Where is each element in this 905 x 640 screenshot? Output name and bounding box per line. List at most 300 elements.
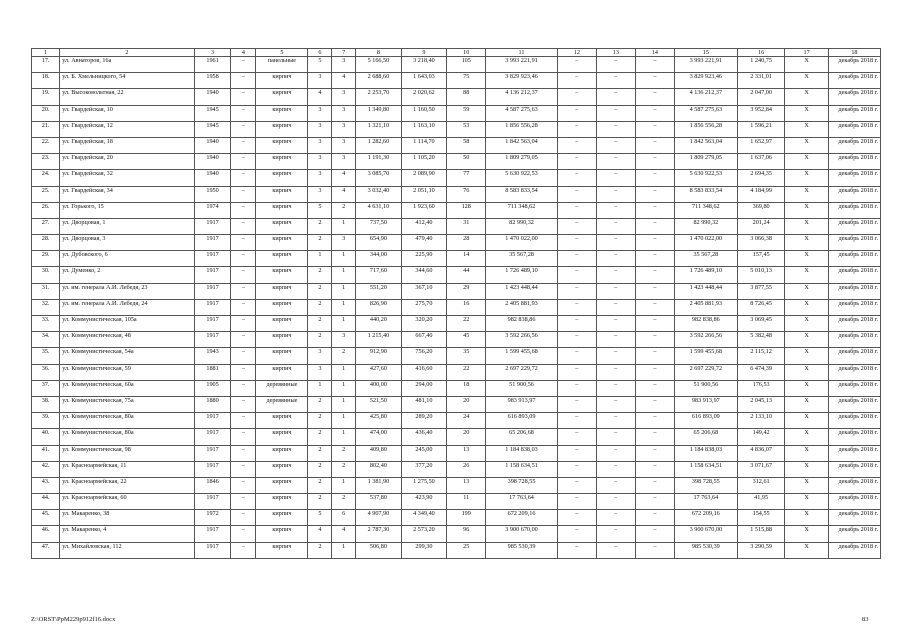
- cell-floors: 3: [308, 186, 332, 202]
- cell-living-area: 2 089,90: [401, 170, 447, 186]
- cell-cost-owners: 1 842 563,04: [674, 137, 737, 153]
- cell-cost-local: –: [635, 413, 674, 429]
- cell-wall-material: кирпич: [256, 510, 308, 526]
- cell-cost-region: –: [596, 137, 635, 153]
- cell-residents: 75: [447, 73, 486, 89]
- cell-year-built: 1950: [194, 186, 231, 202]
- cell-cost-region: –: [596, 461, 635, 477]
- cell-entrances: 2: [332, 445, 356, 461]
- cell-wall-material: кирпич: [256, 218, 308, 234]
- cell-year-reconstructed: –: [231, 105, 256, 121]
- cell-row-number: 26.: [32, 202, 60, 218]
- cell-cost-local: –: [635, 510, 674, 526]
- cell-floors: 2: [308, 396, 332, 412]
- cell-total-cost: 1 726 489,10: [486, 267, 558, 283]
- table-row: [32, 494, 881, 510]
- cell-cost-fund: –: [557, 510, 596, 526]
- cell-year-reconstructed: –: [231, 218, 256, 234]
- cell-cost-local: –: [635, 218, 674, 234]
- cell-floors: 2: [308, 494, 332, 510]
- table-row: [32, 380, 881, 396]
- register-table: [31, 48, 881, 559]
- cell-cost-owners: 4 587 275,63: [674, 105, 737, 121]
- cell-cost-owners: 5 630 922,53: [674, 170, 737, 186]
- cell-total-area: 4 631,10: [356, 202, 402, 218]
- cell-living-area: 367,10: [401, 283, 447, 299]
- cell-year-reconstructed: –: [231, 510, 256, 526]
- cell-floors: 3: [308, 154, 332, 170]
- cell-cost-per-sqm: 3 952,84: [737, 105, 785, 121]
- cell-cost-per-sqm: 5 382,48: [737, 332, 785, 348]
- cell-method: X: [785, 396, 828, 412]
- cell-year-built: 1940: [194, 89, 231, 105]
- cell-cost-local: –: [635, 526, 674, 542]
- cell-cost-fund: –: [557, 477, 596, 493]
- cell-completion-date: декабрь 2018 г.: [828, 316, 880, 332]
- cell-residents: 45: [447, 332, 486, 348]
- cell-entrances: 1: [332, 380, 356, 396]
- cell-floors: 5: [308, 202, 332, 218]
- cell-year-reconstructed: –: [231, 137, 256, 153]
- cell-cost-local: –: [635, 542, 674, 558]
- cell-row-number: 24.: [32, 170, 60, 186]
- cell-total-cost: 65 206,68: [486, 429, 558, 445]
- cell-total-area: 1 349,80: [356, 105, 402, 121]
- cell-total-area: 521,50: [356, 396, 402, 412]
- cell-row-number: 34.: [32, 332, 60, 348]
- cell-cost-fund: –: [557, 526, 596, 542]
- cell-total-cost: 17 763,64: [486, 494, 558, 510]
- page-number: 83: [862, 616, 869, 623]
- cell-entrances: 1: [332, 429, 356, 445]
- cell-row-number: 40.: [32, 429, 60, 445]
- table-row: [32, 235, 881, 251]
- cell-method: X: [785, 154, 828, 170]
- cell-year-reconstructed: –: [231, 477, 256, 493]
- cell-total-area: 717,60: [356, 267, 402, 283]
- table-row: [32, 364, 881, 380]
- cell-cost-per-sqm: 176,53: [737, 380, 785, 396]
- cell-cost-per-sqm: 369,80: [737, 202, 785, 218]
- cell-year-reconstructed: –: [231, 429, 256, 445]
- cell-row-number: 25.: [32, 186, 60, 202]
- cell-cost-local: –: [635, 73, 674, 89]
- cell-cost-local: –: [635, 332, 674, 348]
- cell-cost-owners: 3 993 221,91: [674, 57, 737, 73]
- cell-year-reconstructed: –: [231, 526, 256, 542]
- cell-living-area: 416,60: [401, 364, 447, 380]
- cell-completion-date: декабрь 2018 г.: [828, 137, 880, 153]
- cell-entrances: 4: [332, 170, 356, 186]
- cell-row-number: 37.: [32, 380, 60, 396]
- footer-file-path: Z:\ORST\PpM229p912f16.docx: [31, 616, 116, 623]
- cell-cost-owners: 4 136 212,37: [674, 89, 737, 105]
- cell-residents: 59: [447, 105, 486, 121]
- cell-cost-fund: –: [557, 413, 596, 429]
- cell-floors: 3: [308, 137, 332, 153]
- cell-entrances: 1: [332, 218, 356, 234]
- cell-cost-region: –: [596, 170, 635, 186]
- cell-row-number: 18.: [32, 73, 60, 89]
- header-cell-living-area: 9: [401, 49, 447, 57]
- cell-method: X: [785, 477, 828, 493]
- cell-cost-region: –: [596, 445, 635, 461]
- cell-cost-owners: 8 583 833,54: [674, 186, 737, 202]
- cell-entrances: 1: [332, 413, 356, 429]
- table-row: [32, 461, 881, 477]
- cell-year-reconstructed: –: [231, 461, 256, 477]
- cell-cost-region: –: [596, 154, 635, 170]
- cell-entrances: 2: [332, 461, 356, 477]
- table-row: [32, 445, 881, 461]
- cell-total-cost: 982 838,86: [486, 316, 558, 332]
- cell-wall-material: кирпич: [256, 154, 308, 170]
- cell-cost-owners: 982 838,86: [674, 316, 737, 332]
- cell-year-built: 1917: [194, 542, 231, 558]
- cell-floors: 2: [308, 477, 332, 493]
- cell-total-area: 506,80: [356, 542, 402, 558]
- cell-address: ул. Коммунистическая, 98: [60, 445, 194, 461]
- cell-cost-fund: –: [557, 380, 596, 396]
- cell-entrances: 1: [332, 251, 356, 267]
- cell-method: X: [785, 526, 828, 542]
- cell-method: X: [785, 348, 828, 364]
- table-row: [32, 105, 881, 121]
- table-row: [32, 413, 881, 429]
- cell-cost-per-sqm: 312,61: [737, 477, 785, 493]
- cell-entrances: 2: [332, 348, 356, 364]
- cell-year-built: 1905: [194, 380, 231, 396]
- cell-cost-local: –: [635, 299, 674, 315]
- cell-cost-per-sqm: 3 290,59: [737, 542, 785, 558]
- table-row: [32, 202, 881, 218]
- cell-wall-material: кирпич: [256, 332, 308, 348]
- header-cell-total-cost: 11: [486, 49, 558, 57]
- cell-year-built: 1972: [194, 510, 231, 526]
- cell-row-number: 39.: [32, 413, 60, 429]
- cell-method: X: [785, 429, 828, 445]
- cell-wall-material: кирпич: [256, 364, 308, 380]
- cell-cost-per-sqm: 154,55: [737, 510, 785, 526]
- cell-total-cost: 51 900,56: [486, 380, 558, 396]
- cell-method: X: [785, 364, 828, 380]
- table-row: [32, 218, 881, 234]
- cell-completion-date: декабрь 2018 г.: [828, 57, 880, 73]
- cell-cost-local: –: [635, 186, 674, 202]
- cell-wall-material: кирпич: [256, 105, 308, 121]
- cell-entrances: 4: [332, 73, 356, 89]
- cell-method: X: [785, 73, 828, 89]
- cell-row-number: 30.: [32, 267, 60, 283]
- cell-total-cost: 4 136 212,37: [486, 89, 558, 105]
- cell-cost-fund: –: [557, 396, 596, 412]
- cell-address: ул. Михайловская, 112: [60, 542, 194, 558]
- cell-entrances: 3: [332, 89, 356, 105]
- cell-residents: 58: [447, 137, 486, 153]
- cell-residents: 96: [447, 526, 486, 542]
- cell-cost-region: –: [596, 299, 635, 315]
- cell-floors: 2: [308, 429, 332, 445]
- cell-total-cost: 1 842 563,04: [486, 137, 558, 153]
- cell-living-area: 225,90: [401, 251, 447, 267]
- cell-year-reconstructed: –: [231, 202, 256, 218]
- table-row: [32, 251, 881, 267]
- cell-year-built: 1958: [194, 73, 231, 89]
- cell-year-reconstructed: –: [231, 121, 256, 137]
- cell-method: X: [785, 57, 828, 73]
- cell-row-number: 21.: [32, 121, 60, 137]
- cell-total-area: 4 907,90: [356, 510, 402, 526]
- cell-cost-fund: –: [557, 89, 596, 105]
- cell-method: X: [785, 316, 828, 332]
- cell-wall-material: кирпич: [256, 283, 308, 299]
- cell-residents: 105: [447, 57, 486, 73]
- cell-cost-local: –: [635, 445, 674, 461]
- table-row: [32, 348, 881, 364]
- cell-cost-fund: –: [557, 121, 596, 137]
- table-row: [32, 89, 881, 105]
- cell-cost-region: –: [596, 316, 635, 332]
- cell-residents: 13: [447, 477, 486, 493]
- cell-entrances: 3: [332, 121, 356, 137]
- cell-entrances: 4: [332, 526, 356, 542]
- cell-row-number: 42.: [32, 461, 60, 477]
- cell-completion-date: декабрь 2018 г.: [828, 186, 880, 202]
- cell-residents: 16: [447, 299, 486, 315]
- cell-wall-material: кирпич: [256, 137, 308, 153]
- cell-wall-material: кирпич: [256, 299, 308, 315]
- cell-method: X: [785, 218, 828, 234]
- cell-total-cost: 3 829 923,46: [486, 73, 558, 89]
- cell-year-built: 1917: [194, 283, 231, 299]
- cell-cost-per-sqm: 41,95: [737, 494, 785, 510]
- cell-wall-material: деревянные: [256, 396, 308, 412]
- cell-address: ул. им. генерала А.И. Лебедя, 24: [60, 299, 194, 315]
- cell-method: X: [785, 461, 828, 477]
- cell-cost-per-sqm: 6 474,39: [737, 364, 785, 380]
- cell-wall-material: кирпич: [256, 202, 308, 218]
- header-cell-cost-fund: 12: [557, 49, 596, 57]
- cell-cost-region: –: [596, 105, 635, 121]
- cell-cost-region: –: [596, 186, 635, 202]
- cell-total-cost: 5 630 922,53: [486, 170, 558, 186]
- cell-cost-owners: 17 763,64: [674, 494, 737, 510]
- header-cell-method: 17: [785, 49, 828, 57]
- cell-residents: 31: [447, 218, 486, 234]
- cell-residents: 14: [447, 251, 486, 267]
- table-header-row: [32, 49, 881, 57]
- cell-total-cost: 616 893,09: [486, 413, 558, 429]
- cell-completion-date: декабрь 2018 г.: [828, 510, 880, 526]
- cell-cost-region: –: [596, 380, 635, 396]
- cell-cost-fund: –: [557, 267, 596, 283]
- cell-floors: 3: [308, 73, 332, 89]
- cell-wall-material: кирпич: [256, 526, 308, 542]
- cell-method: X: [785, 202, 828, 218]
- header-cell-completion-date: 18: [828, 49, 880, 57]
- cell-cost-fund: –: [557, 364, 596, 380]
- cell-total-area: 1 215,40: [356, 332, 402, 348]
- cell-cost-fund: –: [557, 445, 596, 461]
- cell-total-area: 3 085,70: [356, 170, 402, 186]
- cell-address: ул. Макаренко, 4: [60, 526, 194, 542]
- table-row: [32, 299, 881, 315]
- cell-year-reconstructed: –: [231, 494, 256, 510]
- cell-total-area: 802,40: [356, 461, 402, 477]
- cell-year-reconstructed: –: [231, 413, 256, 429]
- cell-entrances: 4: [332, 186, 356, 202]
- cell-completion-date: декабрь 2018 г.: [828, 542, 880, 558]
- table-row: [32, 429, 881, 445]
- cell-living-area: 299,30: [401, 542, 447, 558]
- cell-completion-date: декабрь 2018 г.: [828, 364, 880, 380]
- cell-cost-owners: 1 809 279,05: [674, 154, 737, 170]
- header-cell-floors: 6: [308, 49, 332, 57]
- cell-address: ул. Коммунистическая, 105а: [60, 316, 194, 332]
- table-row: [32, 396, 881, 412]
- cell-cost-local: –: [635, 477, 674, 493]
- cell-year-reconstructed: –: [231, 73, 256, 89]
- cell-wall-material: кирпич: [256, 429, 308, 445]
- cell-row-number: 35.: [32, 348, 60, 364]
- cell-row-number: 38.: [32, 396, 60, 412]
- cell-cost-local: –: [635, 137, 674, 153]
- cell-row-number: 46.: [32, 526, 60, 542]
- header-cell-wall-material: 5: [256, 49, 308, 57]
- cell-cost-per-sqm: 1 240,75: [737, 57, 785, 73]
- cell-residents: 28: [447, 235, 486, 251]
- cell-total-cost: 3 993 221,91: [486, 57, 558, 73]
- cell-wall-material: кирпич: [256, 413, 308, 429]
- cell-entrances: 2: [332, 202, 356, 218]
- cell-living-area: 479,40: [401, 235, 447, 251]
- cell-year-reconstructed: –: [231, 364, 256, 380]
- cell-total-area: 5 166,50: [356, 57, 402, 73]
- table-row: [32, 316, 881, 332]
- cell-year-built: 1917: [194, 526, 231, 542]
- cell-row-number: 29.: [32, 251, 60, 267]
- cell-cost-per-sqm: 157,45: [737, 251, 785, 267]
- cell-cost-fund: –: [557, 542, 596, 558]
- cell-cost-owners: 1 470 022,00: [674, 235, 737, 251]
- cell-residents: 199: [447, 510, 486, 526]
- cell-year-reconstructed: –: [231, 316, 256, 332]
- cell-cost-owners: 1 184 838,03: [674, 445, 737, 461]
- table-row: [32, 283, 881, 299]
- cell-residents: 77: [447, 170, 486, 186]
- cell-address: ул. Авиаторов, 16а: [60, 57, 194, 73]
- cell-cost-per-sqm: 8 726,45: [737, 299, 785, 315]
- cell-completion-date: декабрь 2018 г.: [828, 461, 880, 477]
- table-row: [32, 186, 881, 202]
- cell-method: X: [785, 445, 828, 461]
- cell-living-area: 1 114,70: [401, 137, 447, 153]
- cell-floors: 2: [308, 316, 332, 332]
- cell-residents: 26: [447, 461, 486, 477]
- cell-residents: 25: [447, 542, 486, 558]
- table-row: [32, 542, 881, 558]
- cell-floors: 2: [308, 445, 332, 461]
- cell-total-cost: 711 348,62: [486, 202, 558, 218]
- cell-entrances: 3: [332, 105, 356, 121]
- cell-entrances: 1: [332, 283, 356, 299]
- cell-cost-region: –: [596, 396, 635, 412]
- cell-method: X: [785, 413, 828, 429]
- cell-method: X: [785, 137, 828, 153]
- table-row: [32, 526, 881, 542]
- cell-total-cost: 1 599 455,68: [486, 348, 558, 364]
- cell-floors: 4: [308, 526, 332, 542]
- cell-year-reconstructed: –: [231, 57, 256, 73]
- cell-living-area: 2 051,10: [401, 186, 447, 202]
- cell-cost-fund: –: [557, 218, 596, 234]
- cell-total-cost: 398 728,55: [486, 477, 558, 493]
- cell-year-built: 1917: [194, 429, 231, 445]
- cell-total-area: 737,50: [356, 218, 402, 234]
- cell-year-built: 1940: [194, 154, 231, 170]
- cell-row-number: 19.: [32, 89, 60, 105]
- cell-completion-date: декабрь 2018 г.: [828, 494, 880, 510]
- cell-completion-date: декабрь 2018 г.: [828, 267, 880, 283]
- cell-row-number: 28.: [32, 235, 60, 251]
- cell-cost-owners: 3 900 670,00: [674, 526, 737, 542]
- cell-wall-material: кирпич: [256, 477, 308, 493]
- cell-cost-owners: 985 530,39: [674, 542, 737, 558]
- cell-method: X: [785, 267, 828, 283]
- cell-living-area: 3 218,40: [401, 57, 447, 73]
- cell-cost-fund: –: [557, 316, 596, 332]
- cell-row-number: 23.: [32, 154, 60, 170]
- cell-total-area: 826,90: [356, 299, 402, 315]
- cell-total-area: 440,20: [356, 316, 402, 332]
- header-cell-residents: 10: [447, 49, 486, 57]
- cell-residents: 11: [447, 494, 486, 510]
- cell-cost-per-sqm: 3 066,38: [737, 235, 785, 251]
- cell-wall-material: панельные: [256, 57, 308, 73]
- cell-completion-date: декабрь 2018 г.: [828, 445, 880, 461]
- cell-residents: 29: [447, 283, 486, 299]
- cell-year-reconstructed: –: [231, 251, 256, 267]
- cell-cost-fund: –: [557, 186, 596, 202]
- cell-address: ул. Думенко, 2: [60, 267, 194, 283]
- cell-year-built: 1881: [194, 364, 231, 380]
- cell-cost-region: –: [596, 510, 635, 526]
- cell-entrances: 6: [332, 510, 356, 526]
- cell-living-area: 423,90: [401, 494, 447, 510]
- cell-completion-date: декабрь 2018 г.: [828, 348, 880, 364]
- cell-entrances: 1: [332, 267, 356, 283]
- cell-total-area: 400,00: [356, 380, 402, 396]
- cell-cost-local: –: [635, 170, 674, 186]
- cell-living-area: 377,20: [401, 461, 447, 477]
- cell-row-number: 33.: [32, 316, 60, 332]
- cell-address: ул. Высоковольтная, 22: [60, 89, 194, 105]
- cell-living-area: 481,10: [401, 396, 447, 412]
- cell-total-area: 474,00: [356, 429, 402, 445]
- cell-cost-owners: 1 423 448,44: [674, 283, 737, 299]
- cell-cost-region: –: [596, 542, 635, 558]
- cell-cost-local: –: [635, 461, 674, 477]
- cell-floors: 2: [308, 235, 332, 251]
- cell-total-cost: 82 990,32: [486, 218, 558, 234]
- cell-row-number: 20.: [32, 105, 60, 121]
- cell-cost-fund: –: [557, 170, 596, 186]
- cell-total-area: 1 381,90: [356, 477, 402, 493]
- cell-cost-owners: 1 856 556,28: [674, 121, 737, 137]
- cell-cost-owners: 51 900,56: [674, 380, 737, 396]
- cell-living-area: 756,20: [401, 348, 447, 364]
- cell-total-cost: 1 423 448,44: [486, 283, 558, 299]
